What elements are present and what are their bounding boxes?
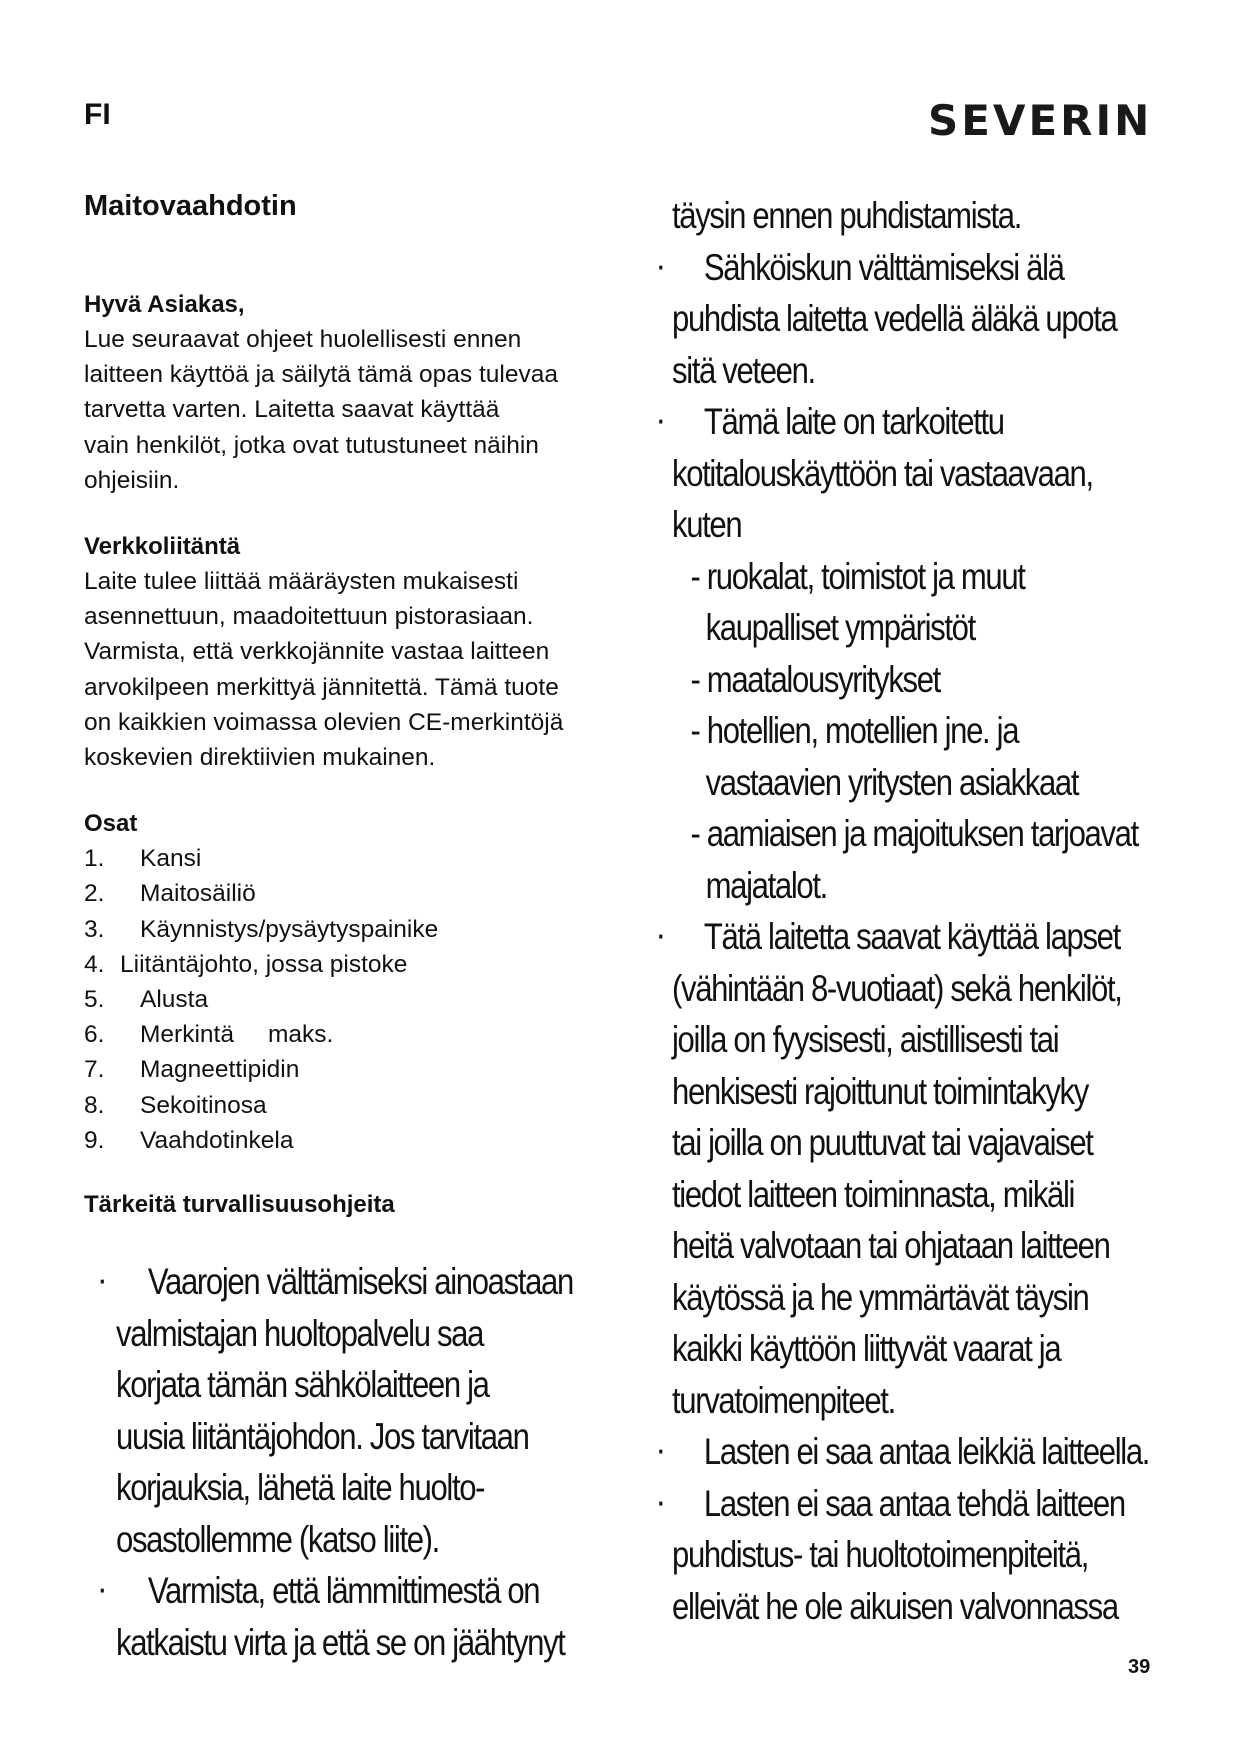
item-number: 4. <box>84 950 105 978</box>
list-item <box>84 947 624 982</box>
safety-item <box>657 396 1159 911</box>
sublist-item <box>690 551 1159 654</box>
safety-line: Vaarojen välttämiseksi ainoastaan <box>147 1261 573 1302</box>
safety-line: korjauksia, lähetä laite huolto- <box>116 1467 485 1508</box>
safety-list-left <box>99 1256 736 1668</box>
right-column <box>657 190 1241 1632</box>
item-label: Merkintä maks. <box>140 1021 334 1049</box>
intro-line: ohjeisiin. <box>84 466 180 494</box>
sublist-item <box>690 808 1159 911</box>
sublist-line: kaupalliset ympäristöt <box>705 607 975 648</box>
safety-line: tiedot laitteen toiminnasta, mikäli <box>672 1173 1075 1215</box>
safety-line: Sähköiskun välttämiseksi älä <box>703 246 1064 288</box>
safety-line: kotitalouskäyttöön tai vastaavaan, <box>672 452 1093 494</box>
intro-section <box>84 288 624 498</box>
safety-item <box>657 1426 1159 1478</box>
bullet-icon: · <box>657 1436 664 1466</box>
usage-sublist <box>672 551 1159 912</box>
list-item <box>84 1123 624 1158</box>
item-number: 1. <box>84 845 105 873</box>
network-line: arvokilpeen merkittyä jännitettä. Tämä tuote <box>84 673 559 701</box>
network-line: asennettuun, maadoitettuun pistorasiaan. <box>84 603 534 631</box>
safety-line: kaikki käyttöön liittyvät vaarat ja <box>672 1328 1061 1369</box>
list-item <box>84 1088 624 1123</box>
left-column <box>84 188 624 1222</box>
safety-item <box>99 1565 637 1668</box>
safety-line: Lasten ei saa antaa tehdä laitteen <box>703 1482 1125 1524</box>
sublist-line: - maatalousyritykset <box>690 658 940 700</box>
section-heading-safety: Tärkeitä turvallisuusohjeita <box>84 1191 395 1219</box>
item-number: 3. <box>84 915 105 943</box>
item-label: Kansi <box>140 845 202 873</box>
safety-line: kuten <box>672 504 742 545</box>
item-number: 5. <box>84 986 105 1014</box>
list-item <box>84 841 624 876</box>
safety-line: (vähintään 8-vuotiaat) sekä henkilöt, <box>672 967 1122 1009</box>
safety-line: joilla on fyysisesti, aistillisesti tai <box>672 1019 1059 1060</box>
safety-line: Varmista, että lämmittimestä on <box>147 1570 540 1611</box>
safety-line: Tämä laite on tarkoitettu <box>703 401 1004 442</box>
safety-line: katkaistu virta ja että se on jäähtynyt <box>116 1621 565 1663</box>
sublist-line: - aamiaisen ja majoituksen tarjoavat <box>690 813 1138 854</box>
item-number: 8. <box>84 1091 105 1119</box>
item-label: Magneettipidin <box>140 1056 300 1084</box>
bullet-icon: · <box>657 406 664 436</box>
bullet-icon: · <box>99 1575 106 1605</box>
sublist-line: - ruokalat, toimistot ja muut <box>690 555 1025 597</box>
intro-line: Lue seuraavat ohjeet huolellisesti ennen <box>84 326 522 353</box>
greeting: Hyvä Asiakas, <box>84 291 245 318</box>
intro-line: laitteen käyttöä ja säilytä tämä opas tulevaa <box>84 361 558 389</box>
safety-line: sitä veteen. <box>672 349 815 391</box>
network-line: on kaikkien voimassa olevien CE-merkintöjä <box>84 708 564 736</box>
list-item <box>84 876 624 911</box>
item-number: 7. <box>84 1056 105 1084</box>
section-heading-network: Verkkoliitäntä <box>84 533 241 561</box>
sublist-item <box>690 705 1159 808</box>
document-title: Maitovaahdotin <box>84 190 297 222</box>
bullet-icon: · <box>99 1266 106 1296</box>
safety-item <box>657 1478 1159 1633</box>
parts-section <box>84 807 624 1158</box>
sublist-line: - hotellien, motellien jne. ja <box>690 710 1019 751</box>
safety-line: elleivät he ole aikuisen valvonnassa <box>672 1585 1118 1627</box>
safety-line: korjata tämän sähkölaitteen ja <box>116 1364 489 1405</box>
safety-line: puhdista laitetta vedellä äläkä upota <box>672 298 1117 339</box>
network-section <box>84 530 624 775</box>
safety-line: Tätä laitetta saavat käyttää lapset <box>703 916 1120 957</box>
sublist-item <box>690 654 1159 706</box>
item-number: 6. <box>84 1021 105 1049</box>
item-label: Maitosäiliö <box>140 880 256 908</box>
safety-line: Lasten ei saa antaa leikkiä laitteella. <box>703 1431 1150 1472</box>
safety-line: uusia liitäntäjohdon. Jos tarvitaan <box>116 1415 529 1457</box>
intro-line: vain henkilöt, jotka ovat tutustuneet näihin <box>84 431 539 459</box>
brand-logo: SEVERIN <box>928 96 1153 145</box>
safety-line: käytössä ja he ymmärtävät täysin <box>672 1276 1089 1318</box>
bullet-icon: · <box>657 921 664 951</box>
bullet-icon: · <box>657 251 664 282</box>
parts-list <box>84 841 624 1158</box>
sublist-line: majatalot. <box>705 864 827 906</box>
item-label: Käynnistys/pysäytyspainike <box>140 915 439 943</box>
page-number: 39 <box>1128 1656 1151 1678</box>
sublist-line: vastaavien yritysten asiakkaat <box>705 761 1079 803</box>
safety-item <box>657 242 1159 397</box>
safety-line: tai joilla on puuttuvat tai vajavaiset <box>672 1122 1093 1163</box>
item-number: 2. <box>84 880 105 908</box>
safety-item <box>657 911 1159 1426</box>
item-label: Liitäntäjohto, jossa pistoke <box>120 950 408 978</box>
item-number: 9. <box>84 1126 105 1154</box>
item-label: Alusta <box>140 986 209 1014</box>
safety-line: henkisesti rajoittunut toimintakyky <box>672 1070 1088 1112</box>
section-heading-parts: Osat <box>84 810 138 838</box>
item-label: Sekoitinosa <box>140 1091 267 1119</box>
safety-line: puhdistus- tai huoltotoimenpiteitä, <box>672 1534 1088 1575</box>
list-item <box>84 912 624 947</box>
network-line: koskevien direktiivien mukainen. <box>84 744 436 772</box>
safety-line: valmistajan huoltopalvelu saa <box>116 1312 484 1354</box>
network-line: Varmista, että verkkojännite vastaa laitteen <box>84 638 550 666</box>
list-item <box>84 1052 624 1087</box>
safety-item <box>99 1256 637 1565</box>
bullet-icon: · <box>657 1487 664 1518</box>
item-label: Vaahdotinkela <box>140 1126 294 1154</box>
safety-line-continued: täysin ennen puhdistamista. <box>672 195 1022 236</box>
intro-line: tarvetta varten. Laitetta saavat käyttää <box>84 396 500 424</box>
safety-line: heitä valvotaan tai ohjataan laitteen <box>672 1225 1110 1266</box>
language-code: FI <box>84 98 111 131</box>
list-item <box>84 1017 624 1052</box>
list-item <box>84 982 624 1017</box>
network-line: Laite tulee liittää määräysten mukaisesti <box>84 568 519 596</box>
safety-line: turvatoimenpiteet. <box>672 1379 895 1421</box>
safety-line: osastollemme (katso liite). <box>116 1518 439 1560</box>
